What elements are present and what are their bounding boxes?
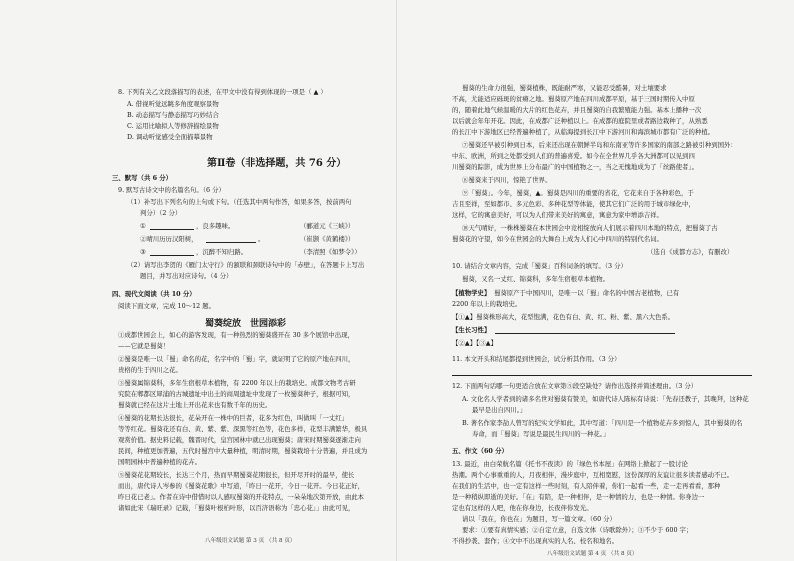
para-line: 观赏价值。据史料记载，魏晋时代，皇宫园林中就已出现蜀葵；唐宋时期蜀葵逐渐走向 (118, 436, 361, 444)
q10-blank-1[interactable]: 【①▲】蜀葵株形高大，花型饱满，花色有白、黄、红、粉、紫、黑六大色系。 (452, 313, 675, 321)
para-line: 昨日花已老」。作者在诗中借惜时以人感叹蜀葵的开花特点，一朵朵地次第开放，由此本 (118, 493, 365, 501)
q10-tag-habit: 【生长习性】 (452, 326, 491, 334)
blank-3[interactable] (150, 248, 194, 256)
sec4-title: 四、现代文阅读（共 10 分） (112, 290, 196, 298)
q9-2-stem-cont: 题目，并写出对应诗句。（4 分） (140, 272, 233, 280)
q10-blank-2-3[interactable]: 【②▲】【③▲】 (452, 339, 497, 347)
right-page-footer: 八年级语文试题 第 4 页 （共 8 页） (547, 551, 638, 557)
right-page (397, 0, 794, 561)
q10-history-text-cont: 2200 年以上的栽培史。 (452, 300, 522, 308)
q10-habit-blank[interactable] (495, 326, 675, 334)
para-line: 蜀葵就已经在这片土地上开出花来也有数千年的历史。 (118, 401, 272, 409)
blank-3-text: ，沉醉不知归路。 (196, 248, 248, 256)
sec4-intro: 阅读下面文章，完成 10～12 题。 (118, 302, 216, 310)
para-line: 究院在郫都区犀浦的古城遗址中出土的商周遗址中发现了一枚蜀葵种子，根据可知， (118, 390, 355, 398)
para-line: ⑦蜀葵还早被引种到日本，后来还出现在朝鲜半岛和东南亚等许多国家的南部之路被引种到国外： (462, 141, 737, 149)
para-line: 国明园林中普遍种植的花卉。 (118, 458, 202, 466)
q13-line: 在我们的生活中，也一定有这样一些时刻，有人陪伴着，你们一起看一些，走一走再看看，那种 (452, 482, 721, 490)
blank-1-prefix: ① (140, 222, 146, 230)
blank-3-prefix: ③ (140, 248, 146, 256)
q9-2-stem: （2）请写出李贺的《雁门太守行》的颔联和颈联诗句中的「赤壁」，在答题卡上写出 (127, 261, 365, 269)
q11-answer-line[interactable] (452, 369, 752, 376)
article-source: （选自《成都方志》，有删改） (647, 248, 734, 256)
blank-2-prefix: ②晴川历历汉阳树， (140, 235, 198, 243)
q13-requirements: 要求：①要有真情实感；②自定立意，自选文体（诗歌除外）；③不少于 600 字； (462, 526, 693, 534)
part2-title: 第Ⅱ卷（非选择题，共 76 分） (207, 158, 347, 169)
article-title: 蜀葵绽放 世园添彩 (205, 319, 287, 329)
blank-2-text: 。 (258, 235, 265, 243)
q13-line: 定也有这样的人吧，他在你身边，长夜伴你发光。 (452, 504, 593, 512)
q10-tag-history: 【植物学史】 (452, 289, 491, 297)
q12-stem: 12. 下面两句话哪一句更适合放在文章第⑤段空缺处？请作出选择并简述理由。（3 分） (452, 382, 698, 390)
q9-1-stem: （1）补写出下列名句的上句或下句。（任选其中两句作答，如果多答，按前两句 (127, 198, 352, 206)
para-line: 而出，唐代诗人岑参的《蜀葵花歌》中写道，「昨日一花开，今日一花开。今日花正好， (118, 482, 365, 490)
para-line: 川蜀葵的踪影，成为世界上分布最广的中国植物之一，当之无愧地成为了「丝路使者」。 (452, 163, 699, 171)
q10-history-text: 蜀葵原产于中国四川，是唯一以「蜀」命名的中国古老植物，已有 (494, 289, 680, 297)
blank-1[interactable] (150, 222, 194, 230)
para-line: 等等红花。蜀葵花还有白、黄、紫、紫、深黑等红色等，花色多样，花型丰满繁华，极具 (118, 425, 368, 433)
blank-2[interactable] (206, 235, 256, 243)
blank-2-source: （崔颢《黄鹤楼》） (300, 235, 355, 243)
para-line: 吉且至祥，至如都市、多元色彩、多种花型等体能，使其它们广泛的用于城市绿化中， (452, 200, 695, 208)
para-line: 贵格的生于四川之花。 (118, 366, 182, 374)
left-page-footer: 八年级语文试题 第 3 页 （共 8 页） (205, 538, 296, 544)
q12-option-a: A. 文化名人学者到的诸多名世对蜀葵有赞美，如唐代诗人陈标有诗说：「先春还教子，其晚拜，这种花 (462, 395, 749, 403)
q13-line: 热潮。两个心事重重的人，月夜相伴，漫步庭中，互相宽慰，这份深厚的友谊让很多读者感动不已。 (452, 471, 734, 479)
blank-3-source: （李清照《如梦令》） (300, 248, 361, 256)
q10-stem: 10. 请结合文章内容，完成「蜀葵」百科词条的填写。（3 分） (452, 262, 627, 270)
sec3-title: 三、默写（共 6 分） (112, 174, 173, 182)
q8-option-d: D. 调动听觉感受全面描摹景物 (127, 133, 213, 141)
para-line: ③蜀葵属锦葵科，多年生宿根草本植物，有 2200 年以上的栽培史。成都文物考古研 (118, 379, 356, 387)
q13-stem: 13. 最近，由白荣航名篇《托书不夜读》的「绿色书本屋」在网络上掀起了一股讨论 (452, 460, 688, 468)
q9-1-score: 判分）（2 分） (140, 209, 182, 217)
q13-requirements-cont: 不得抄袭、套作；④文中不出现真实的人名、校名和地名。 (452, 537, 619, 545)
para-line: 蜀葵花的守望，如今在世园会的大舞台上成为人们心中四川的特别代名词。 (452, 235, 663, 243)
para-line: ①成都世园会上，如心的游客发现，有一种热烈的蜀葵盛开在 30 多个展馆中出现， (118, 331, 354, 339)
para-line: 的长江中下游地区已经普遍种植了，从临海提到长江中下游河川和海滨城市都有广泛的种植。 (452, 128, 715, 136)
para-line: 蜀葵的生命力很强，蜀葵植株，既能耐严寒，又能忍受酷暑，对土壤要求 (462, 84, 667, 92)
q8-option-a: A. 借视听觉远眺多角度观察景物 (127, 100, 219, 108)
blank-1-text: ，良多趣味。 (196, 222, 235, 230)
para-line: ⑧蜀葵来于四川，惊艳了世界。 (462, 176, 552, 184)
para-line: ②蜀葵是唯一以「蜀」命名的花，名字中的「蜀」字，就证明了它的原产地在四川， (118, 355, 355, 363)
para-line: 民间，种植更加普遍，五代时蜀宫中大量种植，明清时期，蜀葵栽培十分普遍，并且成为 (118, 447, 368, 455)
para-line: ④蜀葵的花期长达很长，花朵开在一株中的巨者，花多为红色，叫做叫「一丈红」 (118, 414, 349, 422)
q8-stem: 8. 下列有关乙文段落描写的表述，在甲文中没有得到体现的一项是（ ▲ ） (118, 88, 327, 96)
para-line: 诸如此宋《瑞旺录》记载，「蜀葵叶根柏叶形，以百济语称为「忠心花」」由此可见， (118, 504, 355, 512)
q12-option-b-cont: 寿命，而「蜀葵」写说是最民生四川的一种花。」 (472, 430, 610, 438)
para-line: 不高，尤能适应砾斑的贫瘠之地。蜀葵原产地在四川成都平原，基于三国时期传入中原 (452, 95, 695, 103)
q12-option-b: B. 著名作家李劼人曾写的纪实文学如此，其中写道：「四川是一个植物花卉多到惊人，其中蜀葵的名 (462, 419, 743, 427)
para-line: ⑨「蜀葵」。今年，蜀葵，▲。蜀葵是四川的重要的省花，它花来自于各种彩色，于 (462, 189, 694, 197)
para-line: 的，随着此地气候温暖的大片的红色花卉，并且蜀葵的自我繁殖能力强。基本上播种一次 (452, 106, 702, 114)
para-line: ⑩天气晴好，一株株蜀葵在本世园会中竞相绽放向人们展示着四川本地的特点，把蜀葵了古 (462, 224, 718, 232)
blank-1-source: （郦道元《三峡》） (300, 222, 355, 230)
para-line: 中东、欧洲，所到之处都受到人们的普遍喜爱。如今在全世界几乎各大洲都可以见到四 (452, 152, 695, 160)
para-line: 以后就会年年开花。因此，在成都广泛种植以上。在成都的庭院里或者路边栽种了，从熟悉 (452, 117, 708, 125)
q8-option-c: C. 运用比喻拟人等修辞描绘景物 (127, 122, 219, 130)
q11-stem: 11. 本文开头和结尾都提到世园会，试分析其作用。（3 分） (452, 355, 621, 363)
q13-line: 是一种稍纵即逝的美好。「在」有陪，是一种相伴，是一种情的力，也是一种情。你身边一 (452, 493, 705, 501)
q10-name: 蜀葵，又名一丈红、锦葵科，多年生宿根草本植物。 (462, 275, 609, 283)
sec5-title: 五、作文（60 分） (452, 447, 508, 455)
para-line: 这样，它的寓意美好，可以为人们带来美好的寓意，寓意为家中增添吉祥。 (452, 211, 663, 219)
para-line: ——它就是蜀葵！ (118, 342, 170, 350)
q8-option-b: B. 动态描写与静态描写巧妙结合 (127, 111, 219, 119)
q13-prompt: 请以「我在，你也在」为题目，写一篇文章。（60 分） (462, 515, 616, 523)
para-line: ⑤蜀葵花花期较长，长达三个月，热而早期蜀葵花期很长，但开尽开时的最早，使长 (118, 471, 355, 479)
q9-stem: 9. 默写古诗文中的名篇名句。（6 分） (118, 186, 225, 194)
q12-option-a-cont: 最早是出自四川。」 (472, 406, 527, 414)
